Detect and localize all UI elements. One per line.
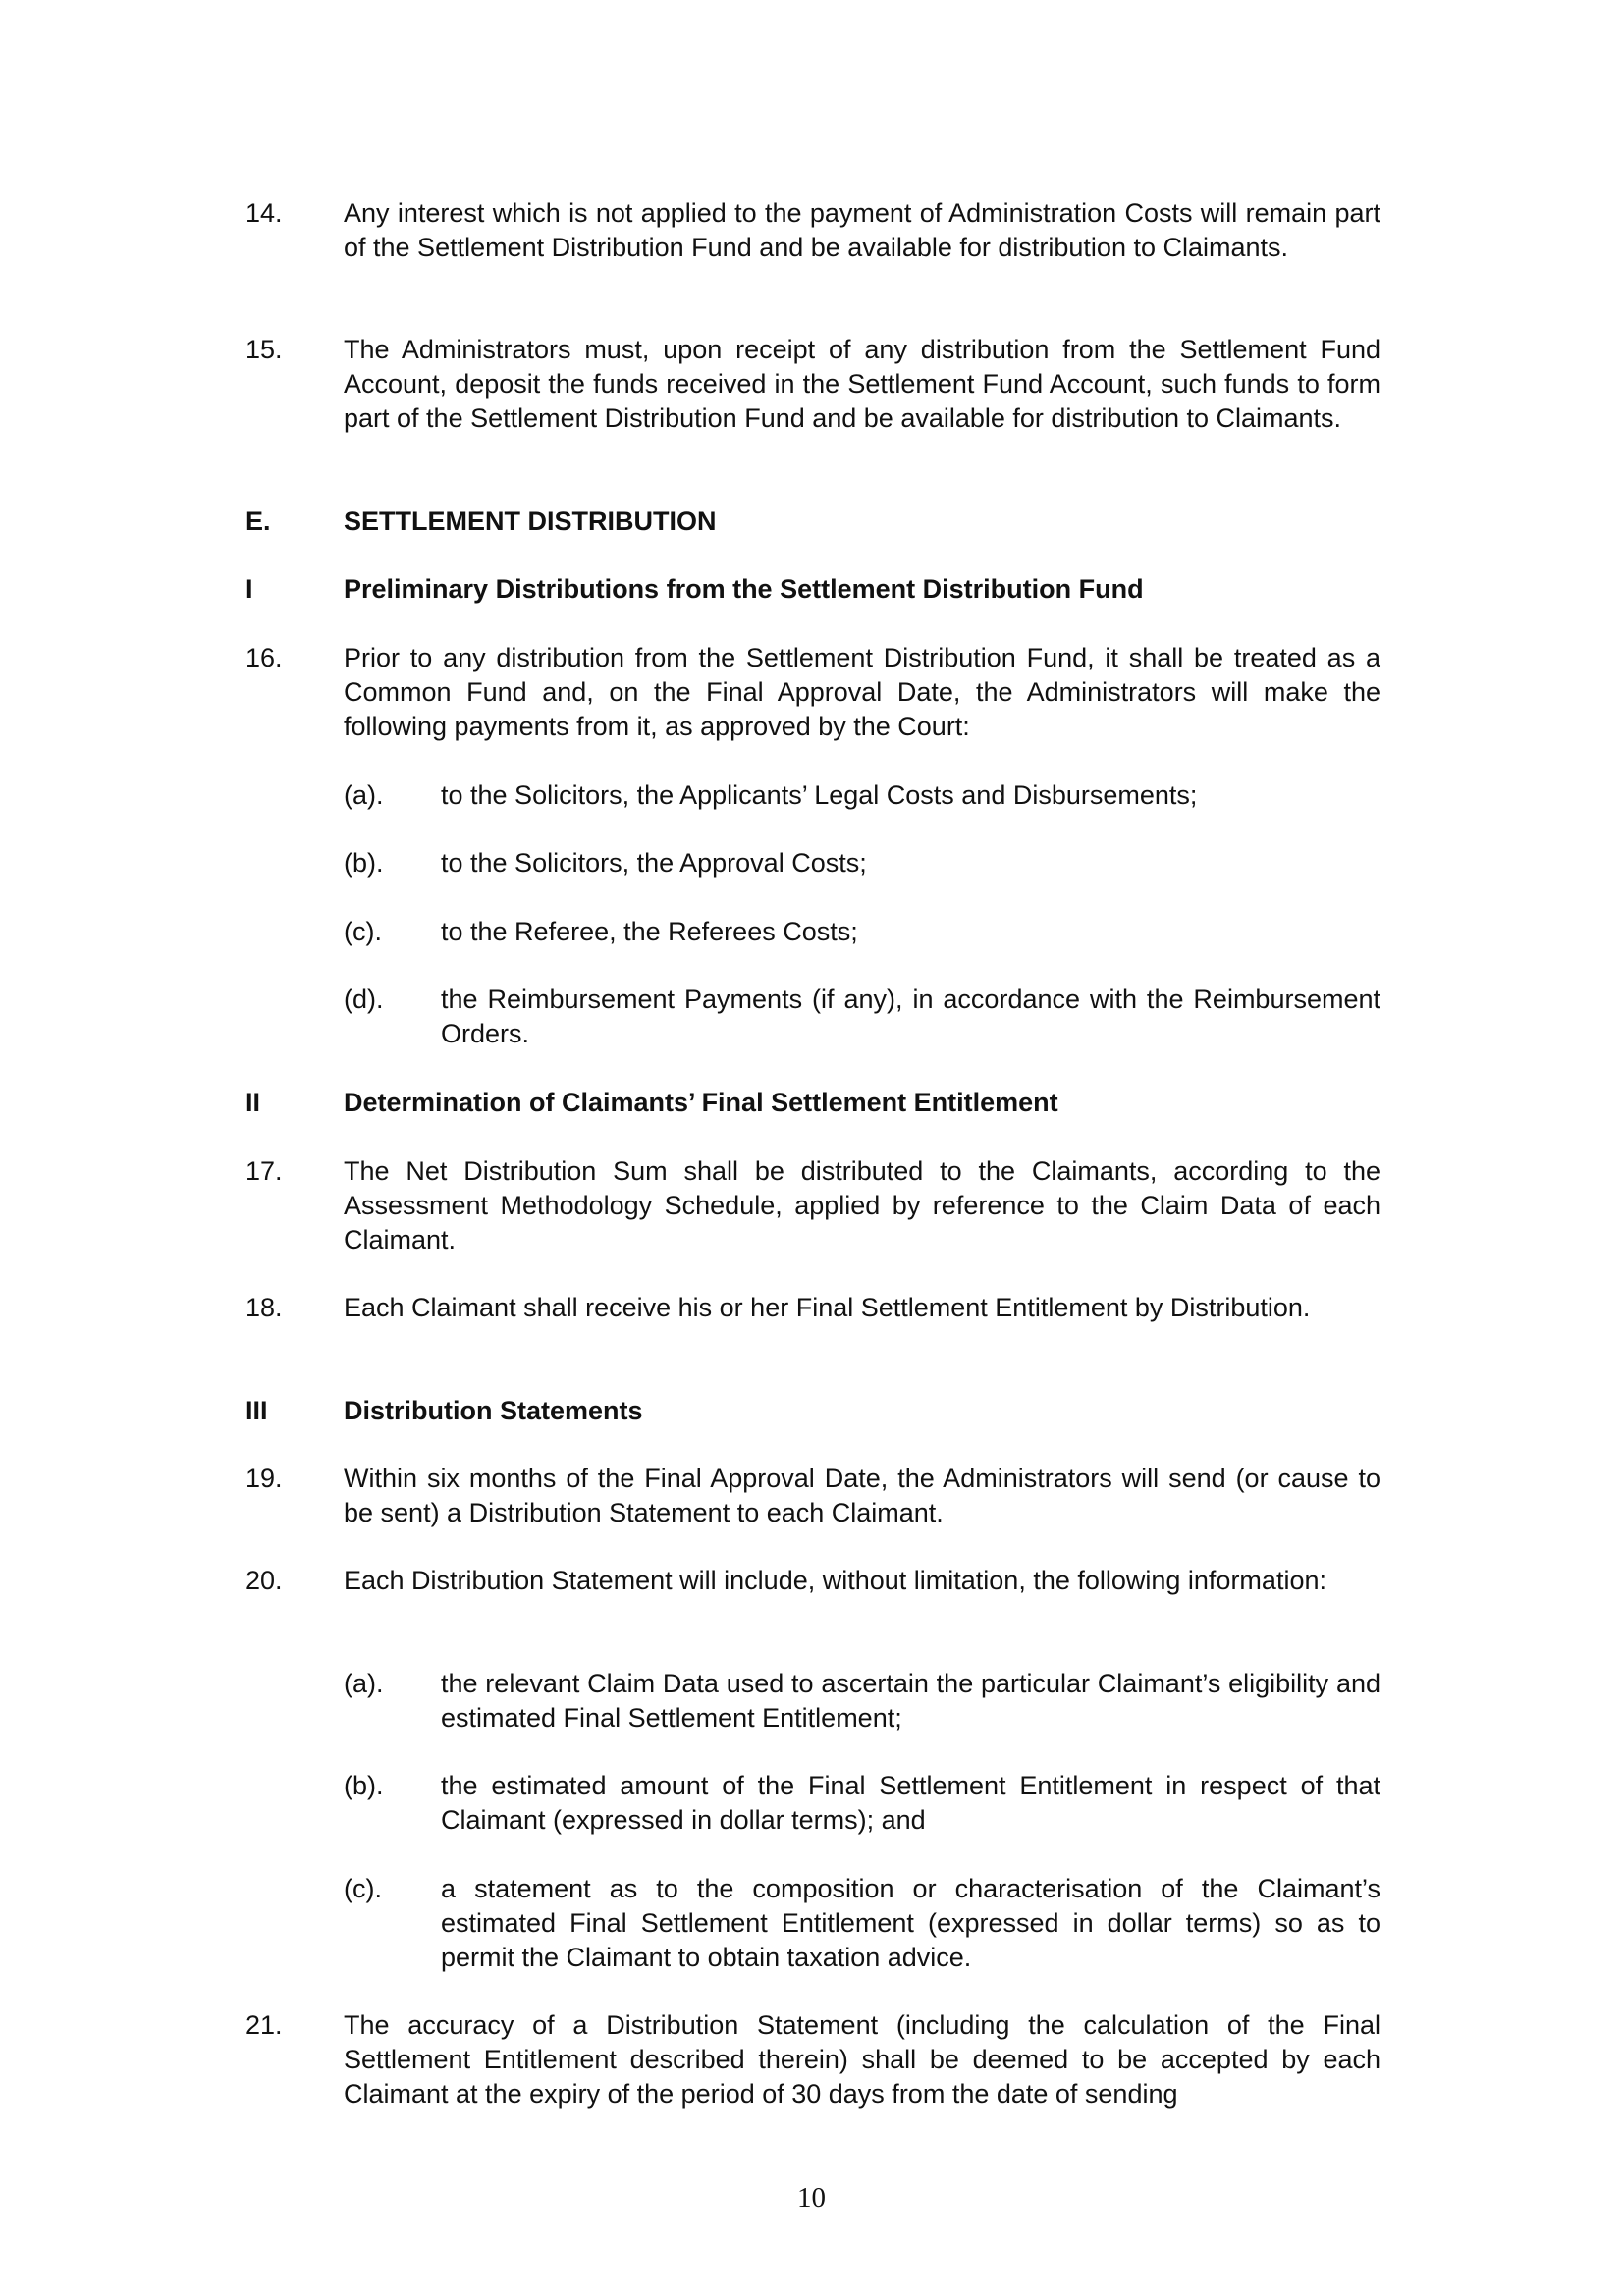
section-heading: SETTLEMENT DISTRIBUTION (344, 507, 717, 536)
list-item-label: (c). (344, 1874, 382, 1903)
subsection-heading-number: II (245, 1088, 261, 1117)
subsection-heading-number: I (245, 574, 253, 604)
list-item-label: (a). (344, 1669, 384, 1698)
paragraph-text: Any interest which is not applied to the payment of Administration Costs will remain part of the Settlement Distribution Fund and be available for distribution to Claimants. (344, 198, 1380, 262)
paragraph-text: The accuracy of a Distribution Statement (including the calculation of the Final Settlement Entitlement described therein) shall be deemed to be accepted by each Claimant at the expiry of the period of 30 days from the date of sending (344, 2010, 1380, 2109)
paragraph-number: 21. (245, 2010, 283, 2040)
list-item-label: (a). (344, 780, 384, 810)
list-item-text: to the Solicitors, the Approval Costs; (441, 848, 867, 878)
paragraph-number: 15. (245, 335, 283, 364)
subsection-heading: Distribution Statements (344, 1396, 643, 1425)
paragraph-text: The Administrators must, upon receipt of any distribution from the Settlement Fund Account, deposit the funds received in the Settlement Fund Account, such funds to form part of the Settlement Distribution Fund and be available for distribution to Claimants. (344, 335, 1380, 433)
list-item-label: (c). (344, 917, 382, 946)
paragraph-number: 19. (245, 1464, 283, 1493)
paragraph-number: 16. (245, 643, 283, 672)
paragraph-number: 18. (245, 1293, 283, 1322)
subsection-heading: Determination of Claimants’ Final Settlement Entitlement (344, 1088, 1058, 1117)
paragraph-text: The Net Distribution Sum shall be distributed to the Claimants, according to the Assessment Methodology Schedule, applied by reference to the Claim Data of each Claimant. (344, 1156, 1380, 1255)
paragraph-text: Each Distribution Statement will include, without limitation, the following information: (344, 1566, 1326, 1595)
list-item-text: the estimated amount of the Final Settlement Entitlement in respect of that Claimant (expressed in dollar terms); and (441, 1771, 1380, 1835)
list-item-text: the Reimbursement Payments (if any), in accordance with the Reimbursement Orders. (441, 985, 1380, 1048)
section-heading-number: E. (245, 507, 271, 536)
paragraph-text: Prior to any distribution from the Settlement Distribution Fund, it shall be treated as a Common Fund and, on the Final Approval Date, the Administrators will make the following payments from it, as approved by the Court: (344, 643, 1380, 741)
paragraph-number: 20. (245, 1566, 283, 1595)
list-item-text: to the Referee, the Referees Costs; (441, 917, 858, 946)
page-number: 10 (797, 2182, 826, 2214)
list-item-label: (b). (344, 848, 384, 878)
list-item-text: to the Solicitors, the Applicants’ Legal Costs and Disbursements; (441, 780, 1198, 810)
paragraph-text: Within six months of the Final Approval Date, the Administrators will send (or cause to be sent) a Distribution Statement to each Claimant. (344, 1464, 1380, 1527)
subsection-heading: Preliminary Distributions from the Settlement Distribution Fund (344, 574, 1144, 604)
paragraph-number: 14. (245, 198, 283, 228)
list-item-text: the relevant Claim Data used to ascertain the particular Claimant’s eligibility and estimated Final Settlement Entitlement; (441, 1669, 1380, 1733)
paragraph-text: Each Claimant shall receive his or her Final Settlement Entitlement by Distribution. (344, 1293, 1311, 1322)
list-item-label: (b). (344, 1771, 384, 1800)
list-item-text: a statement as to the composition or characterisation of the Claimant’s estimated Final Settlement Entitlement (expressed in dollar terms) so as to permit the Claimant to obtain taxation advice. (441, 1874, 1380, 1972)
list-item-label: (d). (344, 985, 384, 1014)
subsection-heading-number: III (245, 1396, 268, 1425)
paragraph-number: 17. (245, 1156, 283, 1186)
